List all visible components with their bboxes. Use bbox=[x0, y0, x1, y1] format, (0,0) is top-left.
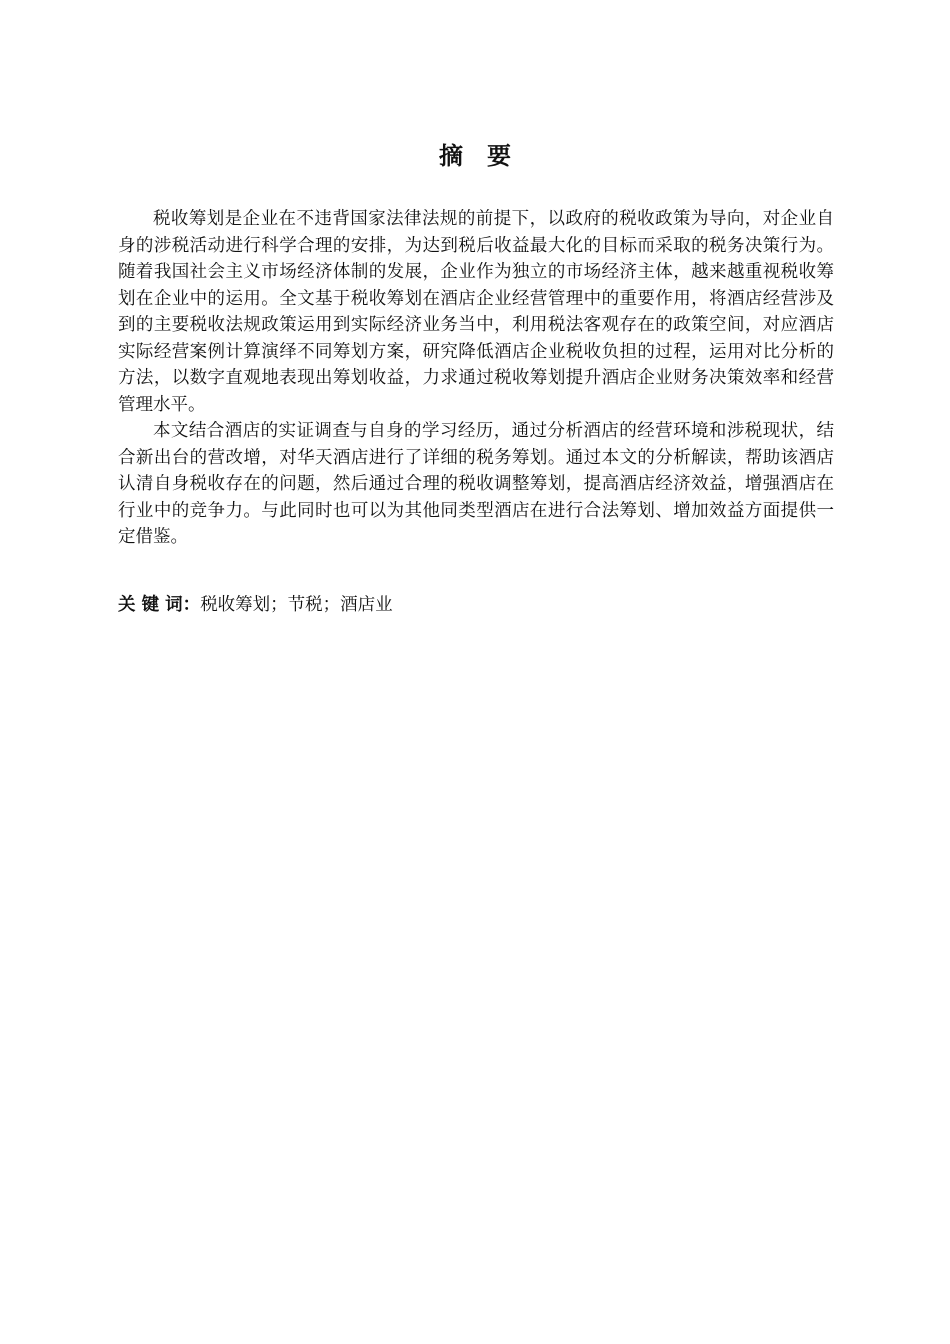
abstract-body bbox=[118, 206, 834, 551]
keywords-line bbox=[118, 592, 834, 619]
abstract-paragraph-2: 本文结合酒店的实证调查与自身的学习经历，通过分析酒店的经营环境和涉税现状，结合新出台的营改增，对华天酒店进行了详细的税务筹划。通过本文的分析解读，帮助该酒店认清自身税收存在的问题，然后通过合理的税收调整筹划，提高酒店经济效益，增强酒店在行业中的竞争力。与此同时也可以为其他同类型酒店在进行合法筹划、增加效益方面提供一定借鉴。 bbox=[118, 421, 834, 547]
abstract-title: 摘 要 bbox=[439, 142, 511, 170]
keywords-label: 关 键 词： bbox=[118, 595, 201, 615]
keywords-value: 税收筹划；节税；酒店业 bbox=[200, 595, 393, 615]
abstract-paragraph-1: 税收筹划是企业在不违背国家法律法规的前提下，以政府的税收政策为导向，对企业自身的涉税活动进行科学合理的安排，为达到税后收益最大化的目标而采取的税务决策行为。随着我国社会主义市场经济体制的发展，企业作为独立的市场经济主体，越来越重视税收筹划在企业中的运用。全文基于税收筹划在酒店企业经营管理中的重要作用，将酒店经营涉及到的主要税收法规政策运用到实际经济业务当中，利用税法客观存在的政策空间，对应酒店实际经营案例计算演绎不同筹划方案，研究降低酒店企业税收负担的过程，运用对比分析的方法，以数字直观地表现出筹划收益，力求通过税收筹划提升酒店企业财务决策效率和经营管理水平。 bbox=[118, 209, 834, 415]
